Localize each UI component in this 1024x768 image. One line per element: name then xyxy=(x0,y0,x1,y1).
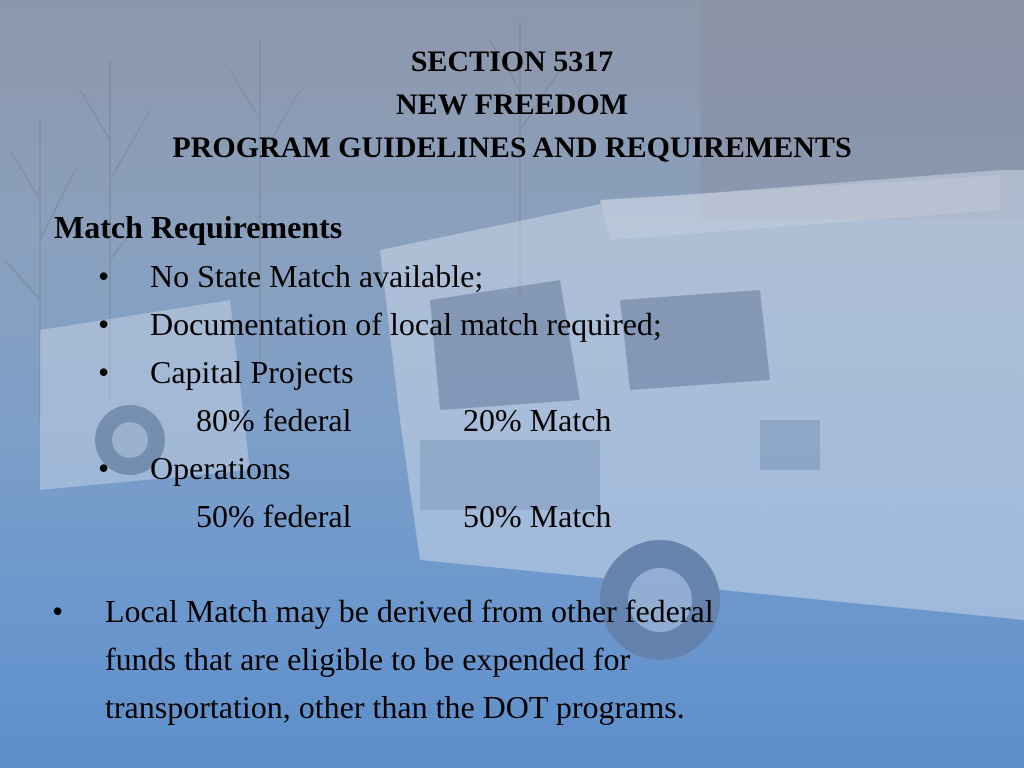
list-item-text: No State Match available; xyxy=(150,258,484,294)
operations-federal-share: 50% federal xyxy=(196,498,352,534)
local-match-line-3: transportation, other than the DOT programs. xyxy=(105,689,685,725)
bullet-icon: • xyxy=(98,354,110,390)
bullet-icon: • xyxy=(98,450,110,486)
title-line-2: NEW FREEDOM xyxy=(396,88,628,121)
list-item-text: Documentation of local match required; xyxy=(150,306,662,342)
operations-match-share: 50% Match xyxy=(463,498,612,534)
bullet-icon: • xyxy=(52,593,64,629)
capital-match-share: 20% Match xyxy=(463,402,612,438)
list-item-text: Operations xyxy=(150,450,291,486)
bullet-icon: • xyxy=(98,306,110,342)
match-requirements-heading: Match Requirements xyxy=(54,209,343,245)
capital-federal-share: 80% federal xyxy=(196,402,352,438)
slide-title xyxy=(0,40,1024,169)
bullet-icon: • xyxy=(98,258,110,294)
list-item-text: Capital Projects xyxy=(150,354,354,390)
local-match-line-2: funds that are eligible to be expended for xyxy=(105,641,631,677)
title-line-1: SECTION 5317 xyxy=(410,45,614,78)
title-line-3: PROGRAM GUIDELINES AND REQUIREMENTS xyxy=(172,131,852,164)
local-match-line-1: Local Match may be derived from other federal xyxy=(105,593,714,629)
local-match-text xyxy=(105,587,925,731)
